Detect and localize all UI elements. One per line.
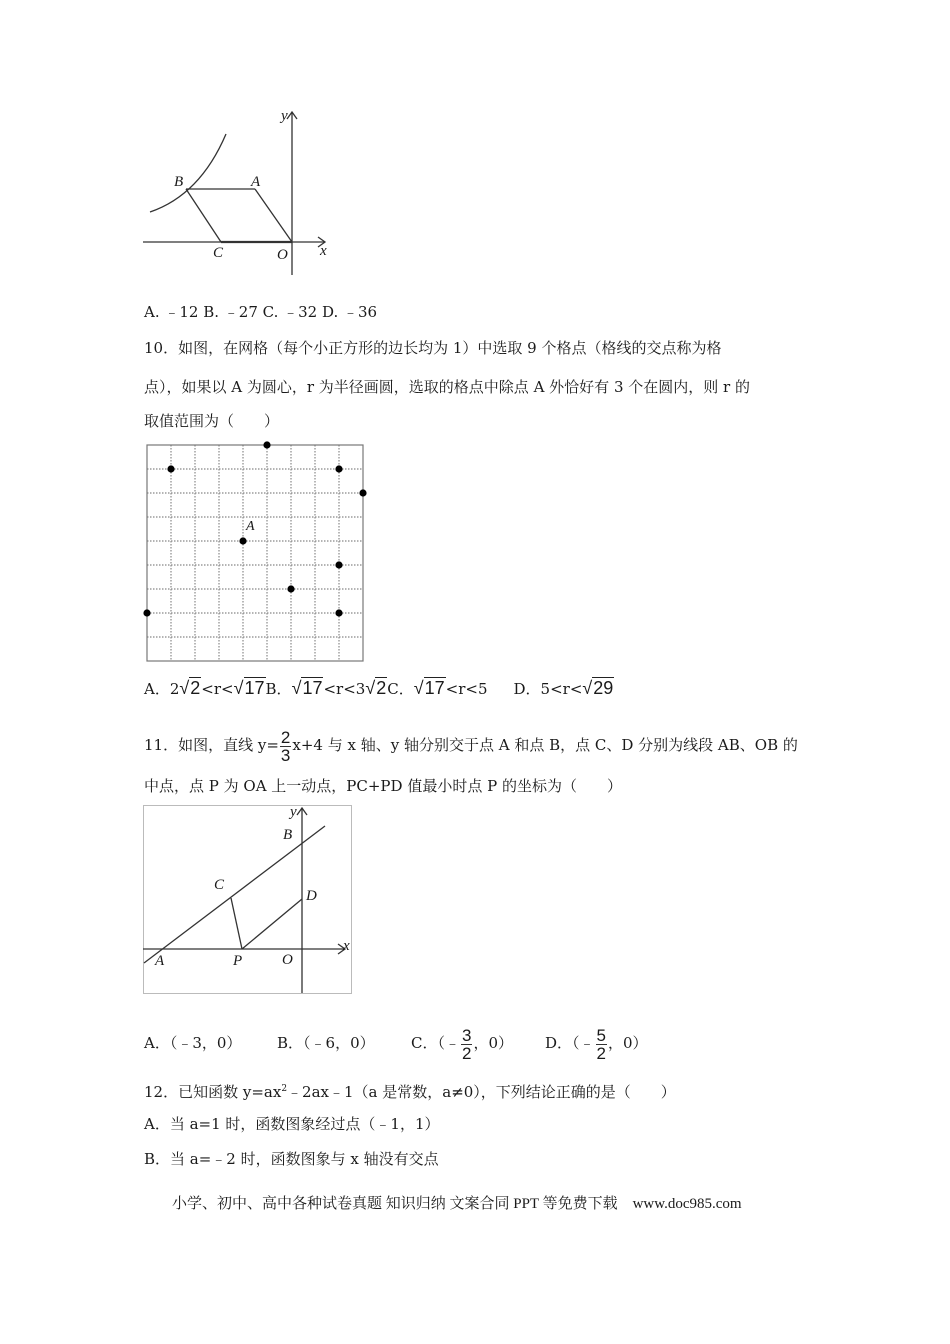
q11-option-b: B．（﹣6，0）: [277, 1034, 375, 1052]
q10-option-d: D．5<r<√29: [513, 678, 614, 698]
grid-point-dot: [167, 465, 174, 472]
grid-point-dot: [239, 537, 246, 544]
grid-point-dot: [335, 609, 342, 616]
q12-option-a: A．当 a=1 时，函数图象经过点（﹣1，1）: [144, 1115, 440, 1133]
grid-point-dot: [335, 465, 342, 472]
q11-stem-line1: 11．如图，直线 y= $\frac{2}{3}$ x+4 与 x 轴、y 轴分别交于点 A 和点 B，点 C、D 分别为线段 AB、OB 的: [144, 727, 798, 765]
fig11-label-y: y: [290, 804, 297, 820]
fig11-label-B: B: [283, 827, 293, 843]
figure-q11-line-graph: [140, 803, 355, 998]
grid-point-dot: [287, 585, 294, 592]
q12-option-b: B．当 a=﹣2 时，函数图象与 x 轴没有交点: [144, 1150, 439, 1168]
fig9-label-B: B: [174, 174, 184, 190]
fig9-label-y: y: [281, 108, 288, 124]
grid-point-dot: [263, 441, 270, 448]
fig9-label-C: C: [213, 245, 224, 261]
q10-option-b: B．√17<r<3√2: [265, 678, 387, 698]
fig10-label-A: A: [246, 519, 255, 534]
fig9-label-O: O: [277, 247, 288, 263]
fig11-label-A: A: [155, 953, 165, 969]
q9-options: A. ﹣12 B. ﹣27 C. ﹣32 D. ﹣36: [144, 303, 378, 321]
fraction-5-2: $\frac{5}{2}$: [596, 1025, 606, 1063]
page-footer: 小学、初中、高中各种试卷真题 知识归纳 文案合同 PPT 等免费下载 www.doc985.com: [172, 1196, 742, 1212]
q10-option-c: C．√17<r<5: [387, 678, 488, 698]
sqrt-symbol-icon: √2: [365, 678, 387, 698]
q10-option-a: A．2√2<r<√17: [144, 678, 265, 698]
grid-point-dot: [143, 609, 150, 616]
q11-option-a: A．（﹣3，0）: [144, 1034, 242, 1052]
figure-q9-parallelogram: [140, 105, 340, 280]
fig9-label-x: x: [320, 243, 327, 259]
fraction-2-3: $\frac{2}{3}$: [280, 727, 291, 765]
q10-stem-line3: 取值范围为（ ）: [144, 412, 280, 430]
grid-point-dot: [335, 561, 342, 568]
sqrt-symbol-icon: √2: [179, 678, 201, 698]
q11-option-c: C．（﹣ $\frac{3}{2}$ ，0）: [411, 1025, 513, 1063]
sqrt-symbol-icon: √17: [413, 678, 445, 698]
q10-stem-line2: 点），如果以 A 为圆心，r 为半径画圆，选取的格点中除点 A 外恰好有 3 个在圆内，则 r 的: [144, 378, 750, 396]
q10-stem-line1: 10．如图，在网格（每个小正方形的边长均为 1）中选取 9 个格点（格线的交点称为格: [144, 339, 722, 357]
fig11-label-P: P: [233, 953, 243, 969]
fig11-label-D: D: [306, 888, 317, 904]
sqrt-symbol-icon: √29: [582, 678, 614, 698]
q12-stem: 12．已知函数 $y=ax^2﹣2ax﹣1(a$ 是常数，a≠0），下列结论正确的是（ ）: [144, 1083, 676, 1101]
fig11-label-x: x: [343, 938, 350, 954]
sqrt-symbol-icon: √17: [291, 678, 323, 698]
q11-option-d: D．（﹣ $\frac{5}{2}$ ，0）: [545, 1025, 648, 1063]
sqrt-symbol-icon: √17: [233, 678, 265, 698]
q10-options: [144, 678, 614, 699]
grid-point-dot: [359, 489, 366, 496]
fraction-3-2: $\frac{3}{2}$: [461, 1025, 472, 1063]
fig9-label-A: A: [251, 174, 261, 190]
fig11-label-O: O: [282, 952, 293, 968]
figure-q10-grid: [140, 435, 375, 670]
q11-stem-line2: 中点，点 P 为 OA 上一动点，PC+PD 值最小时点 P 的坐标为（ ）: [144, 777, 622, 795]
fig11-label-C: C: [214, 877, 225, 893]
